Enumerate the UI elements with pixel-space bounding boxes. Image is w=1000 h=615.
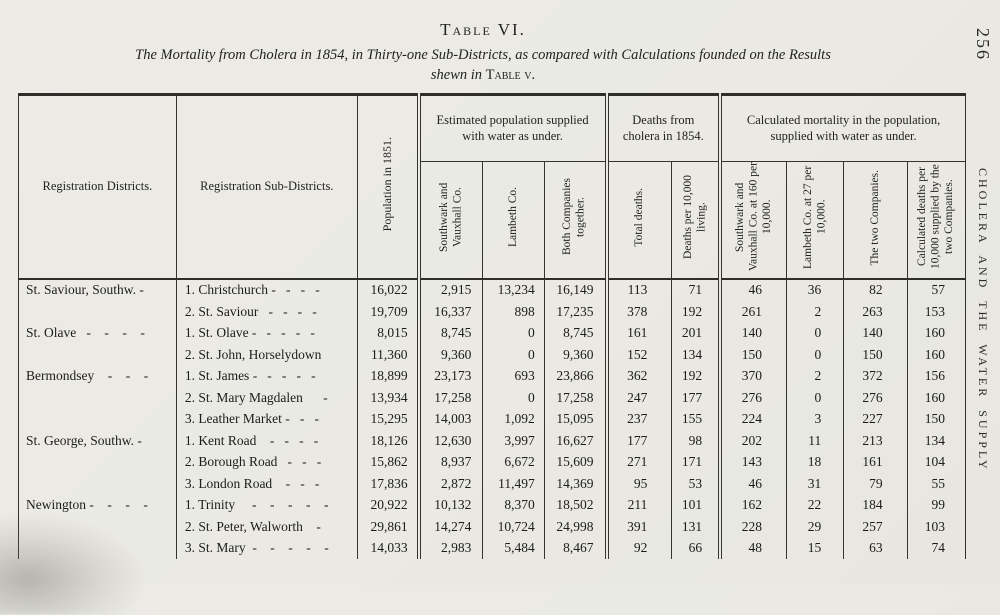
population-cell: 17,836 (357, 473, 418, 495)
total-deaths-cell: 378 (607, 301, 672, 323)
calc-southwark-vauxhall-cell: 140 (720, 323, 786, 345)
total-deaths-cell: 271 (607, 452, 672, 474)
southwark-vauxhall-cell: 8,937 (419, 452, 483, 474)
table-row (19, 387, 966, 409)
subdistrict-cell: 2. St. Mary Magdalen - (176, 387, 357, 409)
subdistrict-cell: 2. St. John, Horselydown (176, 344, 357, 366)
calc-southwark-vauxhall-cell: 46 (720, 279, 786, 302)
lambeth-cell: 1,092 (483, 409, 544, 431)
calc-southwark-vauxhall-cell: 276 (720, 387, 786, 409)
both-companies-cell: 24,998 (544, 516, 606, 538)
calc-per-10000-cell: 74 (907, 538, 965, 560)
calc-southwark-vauxhall-cell: 162 (720, 495, 786, 517)
deaths-per-10000-cell: 192 (672, 366, 720, 388)
calc-lambeth-cell: 22 (786, 495, 843, 517)
calc-per-10000-cell: 160 (907, 344, 965, 366)
header-two-companies: The two Companies. (844, 162, 907, 279)
calc-two-companies-cell: 82 (844, 279, 907, 302)
calc-per-10000-cell: 99 (907, 495, 965, 517)
district-cell (19, 473, 177, 495)
calc-southwark-vauxhall-cell: 261 (720, 301, 786, 323)
southwark-vauxhall-cell: 2,983 (419, 538, 483, 560)
calc-two-companies-cell: 184 (844, 495, 907, 517)
calc-southwark-vauxhall-cell: 228 (720, 516, 786, 538)
page-number: 256 (973, 28, 993, 61)
header-registration-subdistricts: Registration Sub-Districts. (176, 95, 357, 279)
deaths-per-10000-cell: 134 (672, 344, 720, 366)
calc-per-10000-cell: 156 (907, 366, 965, 388)
total-deaths-cell: 113 (607, 279, 672, 302)
calc-two-companies-cell: 140 (844, 323, 907, 345)
total-deaths-cell: 247 (607, 387, 672, 409)
population-cell: 19,709 (357, 301, 418, 323)
lambeth-cell: 13,234 (483, 279, 544, 302)
southwark-vauxhall-cell: 10,132 (419, 495, 483, 517)
total-deaths-cell: 92 (607, 538, 672, 560)
margin-running-title: CHOLERA AND THE WATER SUPPLY (976, 168, 990, 472)
header-both-companies: Both Companies together. (544, 162, 606, 279)
southwark-vauxhall-cell: 2,872 (419, 473, 483, 495)
lambeth-cell: 11,497 (483, 473, 544, 495)
lambeth-cell: 5,484 (483, 538, 544, 560)
subdistrict-cell: 1. St. James - - - - - (176, 366, 357, 388)
southwark-vauxhall-cell: 14,003 (419, 409, 483, 431)
table-row (19, 323, 966, 345)
mortality-table (18, 93, 966, 559)
lambeth-cell: 693 (483, 366, 544, 388)
calc-per-10000-cell: 103 (907, 516, 965, 538)
deaths-per-10000-cell: 177 (672, 387, 720, 409)
calc-per-10000-cell: 150 (907, 409, 965, 431)
southwark-vauxhall-cell: 8,745 (419, 323, 483, 345)
scan-smudge (0, 515, 145, 615)
lambeth-cell: 0 (483, 344, 544, 366)
both-companies-cell: 17,235 (544, 301, 606, 323)
calc-lambeth-cell: 11 (786, 430, 843, 452)
southwark-vauxhall-cell: 14,274 (419, 516, 483, 538)
calc-southwark-vauxhall-cell: 48 (720, 538, 786, 560)
calc-lambeth-cell: 31 (786, 473, 843, 495)
southwark-vauxhall-cell: 23,173 (419, 366, 483, 388)
lambeth-cell: 0 (483, 387, 544, 409)
district-cell: Bermondsey - - - (19, 366, 177, 388)
calc-per-10000-cell: 153 (907, 301, 965, 323)
calc-southwark-vauxhall-cell: 143 (720, 452, 786, 474)
subdistrict-cell: 3. St. Mary - - - - - (176, 538, 357, 560)
population-cell: 15,295 (357, 409, 418, 431)
southwark-vauxhall-cell: 17,258 (419, 387, 483, 409)
calc-two-companies-cell: 161 (844, 452, 907, 474)
calc-per-10000-cell: 57 (907, 279, 965, 302)
deaths-per-10000-cell: 171 (672, 452, 720, 474)
southwark-vauxhall-cell: 2,915 (419, 279, 483, 302)
calc-two-companies-cell: 150 (844, 344, 907, 366)
both-companies-cell: 18,502 (544, 495, 606, 517)
district-cell: St. Saviour, Southw. - (19, 279, 177, 302)
table-body (19, 279, 966, 560)
table-row (19, 279, 966, 302)
calc-lambeth-cell: 2 (786, 366, 843, 388)
population-cell: 29,861 (357, 516, 418, 538)
southwark-vauxhall-cell: 9,360 (419, 344, 483, 366)
total-deaths-cell: 161 (607, 323, 672, 345)
subdistrict-cell: 2. St. Peter, Walworth - (176, 516, 357, 538)
deaths-per-10000-cell: 201 (672, 323, 720, 345)
calc-lambeth-cell: 0 (786, 344, 843, 366)
calc-two-companies-cell: 263 (844, 301, 907, 323)
population-cell: 20,922 (357, 495, 418, 517)
subdistrict-cell: 1. St. Olave - - - - - (176, 323, 357, 345)
calc-two-companies-cell: 257 (844, 516, 907, 538)
both-companies-cell: 8,745 (544, 323, 606, 345)
calc-per-10000-cell: 134 (907, 430, 965, 452)
table-row (19, 473, 966, 495)
population-cell: 13,934 (357, 387, 418, 409)
total-deaths-cell: 152 (607, 344, 672, 366)
deaths-per-10000-cell: 131 (672, 516, 720, 538)
header-population-1851: Population in 1851. (357, 95, 418, 279)
district-cell (19, 452, 177, 474)
both-companies-cell: 15,095 (544, 409, 606, 431)
both-companies-cell: 23,866 (544, 366, 606, 388)
calc-two-companies-cell: 227 (844, 409, 907, 431)
calc-southwark-vauxhall-cell: 150 (720, 344, 786, 366)
subdistrict-cell: 1. Christchurch - - - - (176, 279, 357, 302)
title-block (0, 20, 966, 85)
calc-two-companies-cell: 63 (844, 538, 907, 560)
header-calc-deaths-per-10000: Calculated deaths per 10,000 supplied by the two Companies. (907, 162, 965, 279)
header-deaths-per-10000: Deaths per 10,000 living. (672, 162, 720, 279)
lambeth-cell: 10,724 (483, 516, 544, 538)
calc-lambeth-cell: 0 (786, 387, 843, 409)
table-row (19, 516, 966, 538)
calc-lambeth-cell: 3 (786, 409, 843, 431)
header-group-estimated-population: Estimated population supplied with water as under. (419, 95, 607, 162)
header-calc-lambeth: Lambeth Co. at 27 per 10,000. (786, 162, 843, 279)
deaths-per-10000-cell: 53 (672, 473, 720, 495)
both-companies-cell: 9,360 (544, 344, 606, 366)
population-cell: 14,033 (357, 538, 418, 560)
southwark-vauxhall-cell: 16,337 (419, 301, 483, 323)
both-companies-cell: 16,627 (544, 430, 606, 452)
table-row (19, 301, 966, 323)
both-companies-cell: 17,258 (544, 387, 606, 409)
subdistrict-cell: 2. St. Saviour - - - - (176, 301, 357, 323)
subdistrict-cell: 1. Trinity - - - - - (176, 495, 357, 517)
table-row (19, 538, 966, 560)
calc-per-10000-cell: 160 (907, 323, 965, 345)
header-group-deaths-cholera: Deaths from cholera in 1854. (607, 95, 721, 162)
district-cell: St. Olave - - - - (19, 323, 177, 345)
lambeth-cell: 3,997 (483, 430, 544, 452)
lambeth-cell: 0 (483, 323, 544, 345)
district-cell (19, 301, 177, 323)
calc-per-10000-cell: 104 (907, 452, 965, 474)
both-companies-cell: 15,609 (544, 452, 606, 474)
deaths-per-10000-cell: 71 (672, 279, 720, 302)
calc-southwark-vauxhall-cell: 46 (720, 473, 786, 495)
table-row (19, 344, 966, 366)
district-cell (19, 344, 177, 366)
population-cell: 8,015 (357, 323, 418, 345)
deaths-per-10000-cell: 192 (672, 301, 720, 323)
table-row (19, 430, 966, 452)
deaths-per-10000-cell: 98 (672, 430, 720, 452)
both-companies-cell: 8,467 (544, 538, 606, 560)
district-cell: Newington - - - - (19, 495, 177, 517)
deaths-per-10000-cell: 101 (672, 495, 720, 517)
table-row (19, 366, 966, 388)
calc-two-companies-cell: 213 (844, 430, 907, 452)
calc-lambeth-cell: 18 (786, 452, 843, 474)
population-cell: 18,899 (357, 366, 418, 388)
subdistrict-cell: 2. Borough Road - - - (176, 452, 357, 474)
calc-lambeth-cell: 0 (786, 323, 843, 345)
subtitle-line1: The Mortality from Cholera in 1854, in Thirty-one Sub-Districts, as compared with Calculations founded on the Results (135, 47, 831, 63)
calc-southwark-vauxhall-cell: 202 (720, 430, 786, 452)
total-deaths-cell: 95 (607, 473, 672, 495)
table-row (19, 409, 966, 431)
calc-lambeth-cell: 2 (786, 301, 843, 323)
total-deaths-cell: 211 (607, 495, 672, 517)
total-deaths-cell: 237 (607, 409, 672, 431)
district-cell: St. George, Southw. - (19, 430, 177, 452)
header-group-calculated-mortality: Calculated mortality in the population, supplied with water as under. (720, 95, 965, 162)
subdistrict-cell: 3. Leather Market - - - (176, 409, 357, 431)
calc-two-companies-cell: 276 (844, 387, 907, 409)
district-cell (19, 387, 177, 409)
total-deaths-cell: 391 (607, 516, 672, 538)
calc-two-companies-cell: 79 (844, 473, 907, 495)
calc-southwark-vauxhall-cell: 370 (720, 366, 786, 388)
calc-lambeth-cell: 15 (786, 538, 843, 560)
page-subtitle (0, 46, 966, 85)
southwark-vauxhall-cell: 12,630 (419, 430, 483, 452)
lambeth-cell: 6,672 (483, 452, 544, 474)
header-total-deaths: Total deaths. (607, 162, 672, 279)
calc-lambeth-cell: 36 (786, 279, 843, 302)
population-cell: 16,022 (357, 279, 418, 302)
total-deaths-cell: 177 (607, 430, 672, 452)
calc-lambeth-cell: 29 (786, 516, 843, 538)
population-cell: 15,862 (357, 452, 418, 474)
calc-per-10000-cell: 160 (907, 387, 965, 409)
subtitle-line2-roman: Table v. (485, 66, 536, 83)
header-registration-districts: Registration Districts. (19, 95, 177, 279)
population-cell: 18,126 (357, 430, 418, 452)
subdistrict-cell: 1. Kent Road - - - - (176, 430, 357, 452)
deaths-per-10000-cell: 66 (672, 538, 720, 560)
lambeth-cell: 8,370 (483, 495, 544, 517)
both-companies-cell: 16,149 (544, 279, 606, 302)
header-southwark-vauxhall: Southwark and Vauxhall Co. (419, 162, 483, 279)
both-companies-cell: 14,369 (544, 473, 606, 495)
page-title: Table VI. (440, 20, 526, 39)
header-calc-southwark-vauxhall: Southwark and Vauxhall Co. at 160 per 10,000. (720, 162, 786, 279)
calc-per-10000-cell: 55 (907, 473, 965, 495)
total-deaths-cell: 362 (607, 366, 672, 388)
district-cell (19, 409, 177, 431)
population-cell: 11,360 (357, 344, 418, 366)
deaths-per-10000-cell: 155 (672, 409, 720, 431)
table-row (19, 495, 966, 517)
calc-two-companies-cell: 372 (844, 366, 907, 388)
calc-southwark-vauxhall-cell: 224 (720, 409, 786, 431)
header-lambeth: Lambeth Co. (483, 162, 544, 279)
table-row (19, 452, 966, 474)
lambeth-cell: 898 (483, 301, 544, 323)
subtitle-line2-italic: shewn in (430, 66, 483, 83)
subdistrict-cell: 3. London Road - - - (176, 473, 357, 495)
